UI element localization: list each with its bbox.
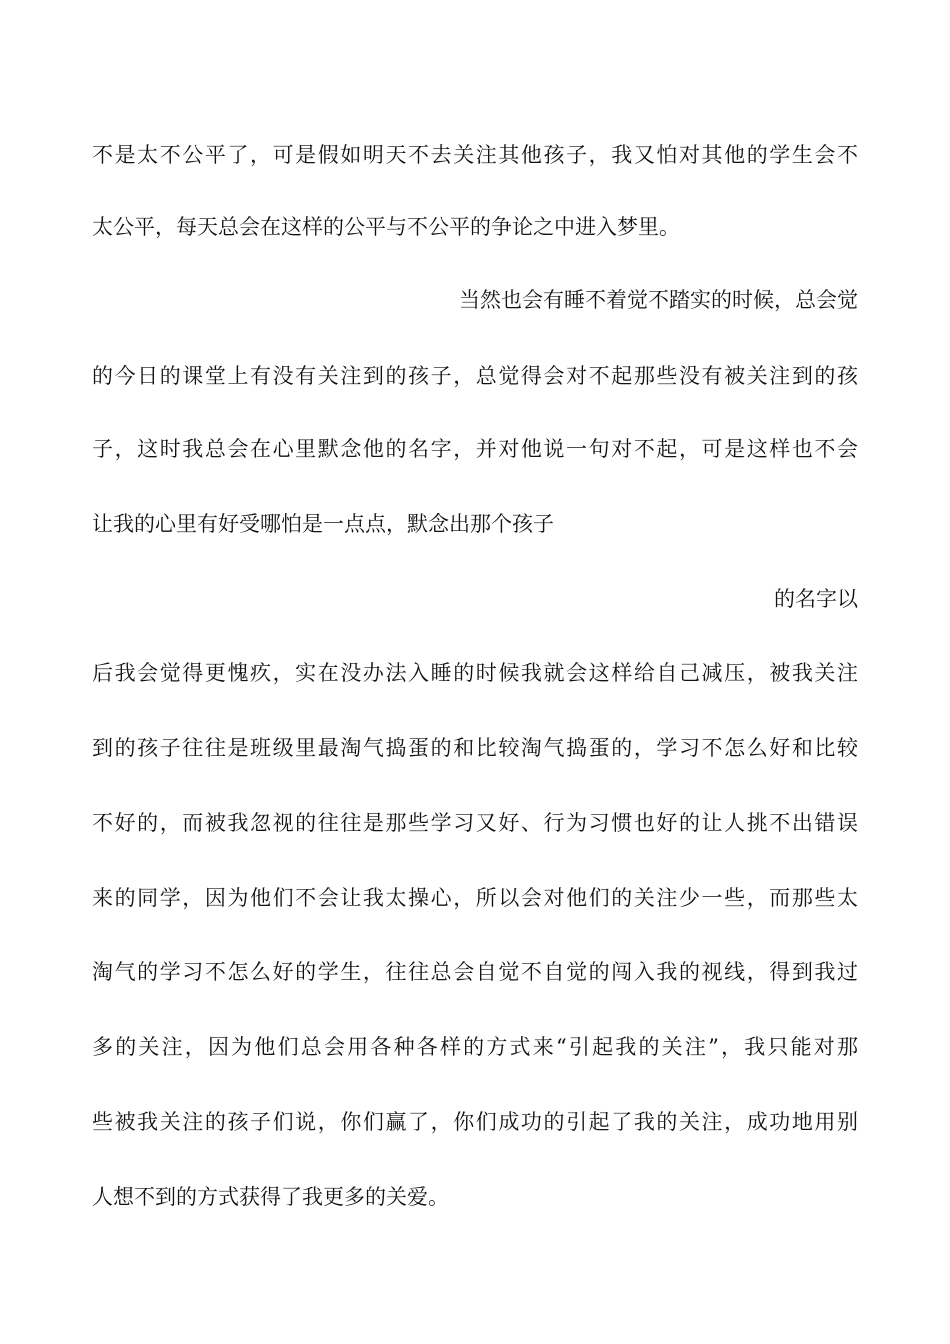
paragraph-line: 多的关注，因为他们总会用各种各样的方式来“引起我的关注”，我只能对那	[92, 1035, 858, 1059]
paragraph-line: 让我的心里有好受哪怕是一点点，默念出那个孩子	[92, 512, 554, 536]
paragraph-line: 的名字以	[774, 587, 858, 611]
paragraph-line: 不好的，而被我忽视的往往是那些学习又好、行为习惯也好的让人挑不出错误	[92, 811, 858, 835]
paragraph-line: 些被我关注的孩子们说，你们赢了，你们成功的引起了我的关注，成功地用别	[92, 1110, 858, 1134]
paragraph-line: 淘气的学习不怎么好的学生，往往总会自觉不自觉的闯入我的视线，得到我过	[92, 960, 858, 984]
paragraph-line: 子，这时我总会在心里默念他的名字，并对他说一句对不起，可是这样也不会	[92, 437, 858, 461]
paragraph-line: 的今日的课堂上有没有关注到的孩子，总觉得会对不起那些没有被关注到的孩	[92, 364, 858, 388]
paragraph-line: 当然也会有睡不着觉不踏实的时候，总会觉	[459, 288, 858, 312]
paragraph-line: 来的同学，因为他们不会让我太操心，所以会对他们的关注少一些，而那些太	[92, 886, 858, 910]
paragraph-line: 到的孩子往往是班级里最淘气捣蛋的和比较淘气捣蛋的，学习不怎么好和比较	[92, 736, 858, 760]
paragraph-line: 后我会觉得更愧疚，实在没办法入睡的时候我就会这样给自己减压，被我关注	[92, 661, 858, 685]
paragraph-line: 不是太不公平了，可是假如明天不去关注其他孩子，我又怕对其他的学生会不	[92, 143, 858, 167]
paragraph-line: 太公平，每天总会在这样的公平与不公平的争论之中进入梦里。	[92, 215, 680, 239]
paragraph-line: 人想不到的方式获得了我更多的关爱。	[92, 1185, 449, 1209]
